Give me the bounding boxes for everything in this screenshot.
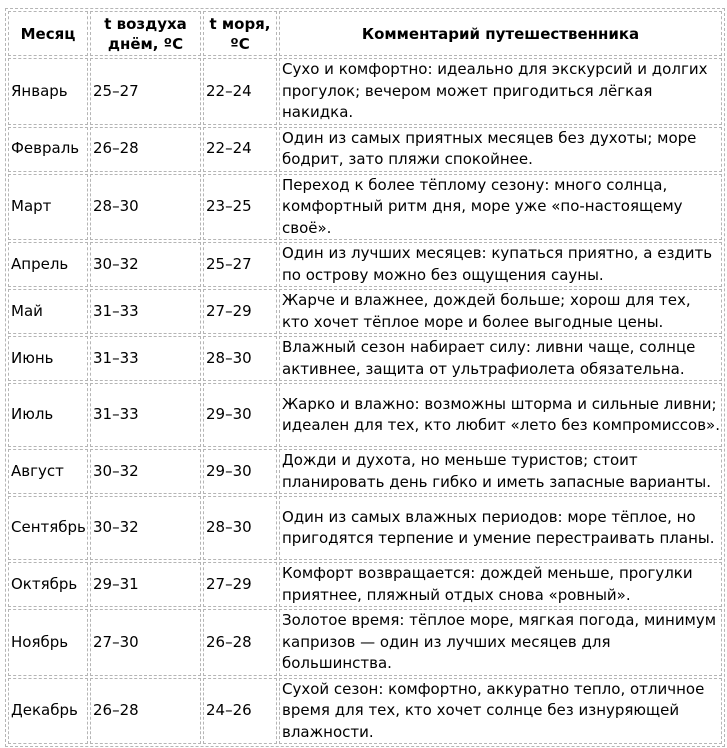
- cell-comment: Сухой сезон: комфортно, аккуратно тепло, отличное время для тех, кто хочет солнце без изнуряющей влажности.: [279, 678, 722, 745]
- table-row: [8, 609, 722, 676]
- climate-table-container: [5, 8, 725, 747]
- cell-comment: Жарче и влажнее, дождей больше; хорош для тех, кто хочет тёплое море и более выгодные цены.: [279, 289, 722, 334]
- cell-air-temp: 31–33: [90, 289, 201, 334]
- header-month: Месяц: [8, 11, 88, 56]
- cell-air-temp: 30–32: [90, 449, 201, 494]
- cell-air-temp: 27–30: [90, 609, 201, 676]
- table-row: [8, 174, 722, 241]
- table-row: [8, 242, 722, 287]
- table-row: [8, 496, 722, 560]
- cell-month: Февраль: [8, 127, 88, 172]
- cell-air-temp: 31–33: [90, 336, 201, 381]
- cell-comment: Жарко и влажно: возможны шторма и сильные ливни; идеален для тех, кто любит «лето без компромиссов».: [279, 383, 722, 447]
- cell-month: Март: [8, 174, 88, 241]
- header-row: [8, 11, 722, 56]
- header-air-temp: t воздуха днём, ºC: [90, 11, 201, 56]
- cell-air-temp: 26–28: [90, 678, 201, 745]
- cell-month: Май: [8, 289, 88, 334]
- cell-comment: Золотое время: тёплое море, мягкая погода, минимум капризов — один из лучших месяцев для большинства.: [279, 609, 722, 676]
- climate-table: [5, 8, 725, 747]
- cell-month: Октябрь: [8, 562, 88, 607]
- cell-sea-temp: 29–30: [203, 383, 277, 447]
- cell-comment: Один из самых влажных периодов: море тёплое, но пригодятся терпение и умение перестраивать планы.: [279, 496, 722, 560]
- cell-air-temp: 28–30: [90, 174, 201, 241]
- cell-month: Август: [8, 449, 88, 494]
- cell-sea-temp: 24–26: [203, 678, 277, 745]
- cell-sea-temp: 22–24: [203, 58, 277, 125]
- cell-month: Июль: [8, 383, 88, 447]
- header-sea-temp: t моря, ºC: [203, 11, 277, 56]
- cell-sea-temp: 22–24: [203, 127, 277, 172]
- cell-sea-temp: 29–30: [203, 449, 277, 494]
- cell-month: Январь: [8, 58, 88, 125]
- cell-comment: Дожди и духота, но меньше туристов; стоит планировать день гибко и иметь запасные варианты.: [279, 449, 722, 494]
- table-row: [8, 449, 722, 494]
- cell-comment: Влажный сезон набирает силу: ливни чаще, солнце активнее, защита от ультрафиолета обязательна.: [279, 336, 722, 381]
- cell-month: Сентябрь: [8, 496, 88, 560]
- cell-air-temp: 29–31: [90, 562, 201, 607]
- cell-sea-temp: 23–25: [203, 174, 277, 241]
- cell-comment: Переход к более тёплому сезону: много солнца, комфортный ритм дня, море уже «по‑настоящему своё».: [279, 174, 722, 241]
- cell-air-temp: 25–27: [90, 58, 201, 125]
- table-row: [8, 58, 722, 125]
- cell-air-temp: 30–32: [90, 242, 201, 287]
- cell-comment: Сухо и комфортно: идеально для экскурсий и долгих прогулок; вечером может пригодиться лёгкая накидка.: [279, 58, 722, 125]
- cell-comment: Комфорт возвращается: дождей меньше, прогулки приятнее, пляжный отдых снова «ровный».: [279, 562, 722, 607]
- table-row: [8, 562, 722, 607]
- cell-air-temp: 30–32: [90, 496, 201, 560]
- cell-sea-temp: 28–30: [203, 496, 277, 560]
- cell-sea-temp: 27–29: [203, 562, 277, 607]
- cell-air-temp: 26–28: [90, 127, 201, 172]
- table-row: [8, 336, 722, 381]
- cell-month: Ноябрь: [8, 609, 88, 676]
- cell-sea-temp: 25–27: [203, 242, 277, 287]
- cell-comment: Один из лучших месяцев: купаться приятно, а ездить по острову можно без ощущения сауны.: [279, 242, 722, 287]
- cell-sea-temp: 27–29: [203, 289, 277, 334]
- cell-air-temp: 31–33: [90, 383, 201, 447]
- table-row: [8, 289, 722, 334]
- table-row: [8, 127, 722, 172]
- cell-month: Декабрь: [8, 678, 88, 745]
- table-row: [8, 678, 722, 745]
- cell-sea-temp: 26–28: [203, 609, 277, 676]
- table-body: [8, 58, 722, 744]
- table-row: [8, 383, 722, 447]
- cell-sea-temp: 28–30: [203, 336, 277, 381]
- header-comment: Комментарий путешественника: [279, 11, 722, 56]
- table-header: [8, 11, 722, 56]
- cell-month: Апрель: [8, 242, 88, 287]
- cell-month: Июнь: [8, 336, 88, 381]
- cell-comment: Один из самых приятных месяцев без духоты; море бодрит, зато пляжи спокойнее.: [279, 127, 722, 172]
